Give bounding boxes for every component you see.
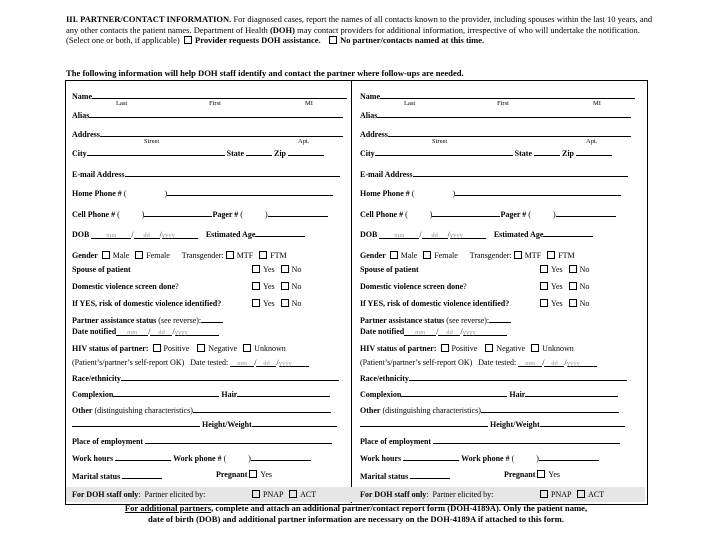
mtf-label: MTF (524, 251, 542, 260)
state-field[interactable] (534, 147, 560, 156)
other-label: Other (72, 406, 93, 415)
marital-field[interactable] (410, 470, 450, 479)
negative-label: Negative (208, 344, 238, 353)
mtf-checkbox[interactable] (226, 251, 234, 259)
est-age-field[interactable] (255, 228, 305, 237)
date-tested-label: Date tested: (478, 358, 517, 367)
yes-label: Yes (551, 265, 563, 274)
mm-hint: mm (415, 329, 426, 336)
hiv-status-label: HIV status of partner: (72, 344, 149, 353)
name-field[interactable] (92, 90, 347, 99)
dv-risk-label: If YES, risk of domestic violence identified? (72, 299, 222, 308)
dd-hint: dd (263, 360, 270, 367)
yes-label: Yes (551, 299, 563, 308)
address-label: Address (360, 130, 388, 139)
hair-field[interactable] (237, 388, 330, 397)
yes-label: Yes (263, 265, 275, 274)
address-label: Address (72, 130, 100, 139)
pregnant-label: Pregnant (504, 470, 536, 479)
pregnant-label: Pregnant (216, 470, 248, 479)
hiv-positive-checkbox[interactable] (441, 344, 449, 352)
dob-label: DOB (360, 230, 378, 239)
ftm-checkbox[interactable] (547, 251, 555, 259)
street-sublabel: Street (432, 138, 448, 145)
place-employment-field[interactable] (433, 435, 620, 444)
other-field[interactable] (481, 404, 619, 413)
gender-label: Gender (360, 251, 386, 260)
hair-field[interactable] (525, 388, 618, 397)
act-label: ACT (300, 490, 317, 499)
column-divider (351, 80, 352, 503)
dv-screen-label: Domestic violence screen done (72, 282, 176, 291)
zip-label: Zip (274, 149, 287, 158)
work-phone-field[interactable] (539, 452, 599, 461)
height-weight-field[interactable] (252, 418, 337, 427)
spouse-yes-checkbox[interactable] (540, 265, 548, 273)
self-report-note: (Patient’s/partner’s self-report OK) (360, 358, 473, 367)
other-field-2[interactable] (72, 418, 200, 427)
male-checkbox[interactable] (102, 251, 110, 259)
provider-requests-label: Provider requests DOH assistance. (195, 35, 321, 45)
ftm-checkbox[interactable] (259, 251, 267, 259)
apt-sublabel: Apt. (298, 138, 310, 145)
tested-mm-field[interactable] (230, 358, 254, 367)
pager-field[interactable] (268, 208, 328, 217)
height-weight-label: Height/Weight (202, 420, 252, 429)
act-checkbox[interactable] (289, 490, 297, 498)
email-field[interactable] (125, 168, 340, 177)
dv-yes-checkbox[interactable] (252, 282, 260, 290)
dd-hint: dd (431, 232, 438, 239)
pnap-checkbox[interactable] (252, 490, 260, 498)
unknown-label: Unknown (254, 344, 286, 353)
est-age-field[interactable] (543, 228, 593, 237)
yyyy-hint: yyyy (161, 232, 175, 239)
place-employment-field[interactable] (145, 435, 332, 444)
negative-label: Negative (496, 344, 526, 353)
alias-field[interactable] (89, 109, 343, 118)
yyyy-hint: yyyy (566, 360, 580, 367)
tested-mm-field[interactable] (518, 358, 542, 367)
pager-label: Pager # (212, 210, 239, 219)
marital-label: Marital status (360, 472, 409, 481)
yes-label: Yes (263, 282, 275, 291)
doh-staff-label: For DOH staff only (360, 490, 427, 499)
complexion-label: Complexion (72, 390, 114, 399)
work-phone-field[interactable] (251, 452, 311, 461)
distinguishing-note: (distinguishing characteristics) (94, 406, 193, 415)
yes-label: Yes (548, 470, 561, 479)
intro-text: For diagnosed cases, report the names of all contacts known to the provider, including spouses within the last 10 years, and any other contacts the patient names. Department of Health (66, 14, 653, 35)
footer-text-2: date of birth (DOB) and additional partner information are necessary on the DOH-4189A if attached to this form. (148, 513, 564, 524)
tested-dd-field[interactable] (256, 358, 276, 367)
female-label: Female (434, 251, 458, 260)
race-field[interactable] (121, 372, 339, 381)
complexion-field[interactable] (401, 388, 507, 397)
section-heading: III. PARTNER/CONTACT INFORMATION. (66, 14, 232, 24)
select-instruction: (Select one or both, if applicable) (66, 35, 180, 45)
subheading: The following information will help DOH staff identify and contact the partner where follow-ups are needed. (66, 68, 464, 78)
other-field-2[interactable] (360, 418, 488, 427)
yyyy-hint: yyyy (449, 232, 463, 239)
female-checkbox[interactable] (423, 251, 431, 259)
yyyy-hint: yyyy (174, 329, 188, 336)
mi-sublabel: MI (593, 100, 601, 107)
risk-yes-checkbox[interactable] (252, 299, 260, 307)
home-phone-field[interactable] (455, 187, 621, 196)
work-hours-field[interactable] (403, 452, 459, 461)
dv-yes-checkbox[interactable] (540, 282, 548, 290)
notified-mm-field[interactable] (116, 327, 148, 336)
work-hours-label: Work hours (360, 454, 402, 463)
female-label: Female (146, 251, 170, 260)
risk-yes-checkbox[interactable] (540, 299, 548, 307)
spouse-no-checkbox[interactable] (569, 265, 577, 273)
yyyy-hint: yyyy (462, 329, 476, 336)
state-field[interactable] (246, 147, 272, 156)
tested-yyyy-field[interactable] (279, 358, 309, 367)
address-field[interactable] (388, 128, 631, 137)
race-field[interactable] (409, 372, 627, 381)
doh-abbrev: (DOH) (269, 24, 295, 35)
other-field[interactable] (193, 404, 331, 413)
complexion-label: Complexion (360, 390, 402, 399)
dd-hint: dd (551, 360, 558, 367)
mm-hint: mm (127, 329, 138, 336)
height-weight-field[interactable] (540, 418, 625, 427)
race-label: Race/ethnicity (360, 374, 409, 383)
name-label: Name (72, 92, 92, 101)
pnap-label: PNAP (263, 490, 284, 499)
yes-label: Yes (263, 299, 275, 308)
ftm-label: FTM (558, 251, 575, 260)
place-employment-label: Place of employment (72, 437, 144, 446)
hair-label: Hair (509, 390, 526, 399)
mi-sublabel: MI (305, 100, 313, 107)
notified-yyyy-field[interactable] (463, 327, 507, 336)
no-partner-checkbox[interactable] (329, 36, 337, 44)
notified-dd-field[interactable] (150, 327, 172, 336)
work-hours-field[interactable] (115, 452, 171, 461)
complexion-field[interactable] (113, 388, 219, 397)
yyyy-hint: yyyy (278, 360, 292, 367)
mtf-label: MTF (236, 251, 254, 260)
dob-mm-field[interactable] (379, 230, 419, 239)
notified-dd-field[interactable] (438, 327, 460, 336)
no-label: No (291, 265, 302, 274)
yes-label: Yes (551, 282, 563, 291)
work-phone-label: Work phone # (461, 454, 510, 463)
mm-hint: mm (525, 360, 536, 367)
yes-label: Yes (260, 470, 273, 479)
footer-text-1: , complete and attach an additional partner/contact report form (DOH-4189A). Only the patient name, (211, 503, 588, 513)
no-label: No (291, 282, 302, 291)
provider-requests-checkbox[interactable] (184, 36, 192, 44)
no-label: No (579, 265, 590, 274)
pager-label: Pager # (500, 210, 527, 219)
cell-phone-label: Cell Phone # (360, 210, 404, 219)
act-checkbox[interactable] (577, 490, 585, 498)
pager-field[interactable] (556, 208, 616, 217)
home-phone-label: Home Phone # (360, 189, 410, 198)
tested-dd-field[interactable] (544, 358, 564, 367)
date-notified-label: Date notified (360, 327, 405, 336)
dd-hint: dd (158, 329, 165, 336)
dob-label: DOB (72, 230, 90, 239)
name-field[interactable] (380, 90, 635, 99)
partner-elicited-label: Partner elicited by: (432, 490, 494, 499)
hiv-unknown-checkbox[interactable] (531, 344, 539, 352)
no-partner-label: No partner/contacts named at this time. (340, 35, 485, 45)
spouse-no-checkbox[interactable] (281, 265, 289, 273)
first-sublabel: First (209, 100, 221, 107)
risk-no-checkbox[interactable] (281, 299, 289, 307)
spouse-label: Spouse of patient (72, 265, 131, 274)
male-checkbox[interactable] (390, 251, 398, 259)
date-notified-label: Date notified (72, 327, 117, 336)
hiv-negative-checkbox[interactable] (197, 344, 205, 352)
transgender-label: Transgender: (181, 251, 224, 260)
home-phone-label: Home Phone # (72, 189, 122, 198)
date-tested-label: Date tested: (190, 358, 229, 367)
notified-yyyy-field[interactable] (175, 327, 219, 336)
dob-mm-field[interactable] (91, 230, 131, 239)
see-reverse-note: (see reverse): (158, 316, 202, 325)
pnap-label: PNAP (551, 490, 572, 499)
no-label: No (579, 282, 590, 291)
self-report-note: (Patient’s/partner’s self-report OK) (72, 358, 185, 367)
notified-mm-field[interactable] (404, 327, 436, 336)
email-field[interactable] (413, 168, 628, 177)
email-label: E-mail Address (360, 170, 413, 179)
hiv-positive-checkbox[interactable] (153, 344, 161, 352)
hiv-status-label: HIV status of partner: (360, 344, 437, 353)
dv-q: ? (175, 282, 179, 291)
marital-field[interactable] (122, 470, 162, 479)
mm-hint: mm (106, 232, 117, 239)
cell-phone-field[interactable] (432, 208, 500, 217)
positive-label: Positive (451, 344, 478, 353)
alias-field[interactable] (377, 109, 631, 118)
see-reverse-note: (see reverse): (446, 316, 490, 325)
mtf-checkbox[interactable] (514, 251, 522, 259)
distinguishing-note: (distinguishing characteristics) (382, 406, 481, 415)
spouse-label: Spouse of patient (360, 265, 419, 274)
pregnant-yes-checkbox[interactable] (249, 470, 257, 478)
last-sublabel: Last (116, 100, 128, 107)
partner-elicited-label: Partner elicited by: (144, 490, 206, 499)
street-sublabel: Street (144, 138, 160, 145)
apt-sublabel: Apt. (586, 138, 598, 145)
dd-hint: dd (143, 232, 150, 239)
intro-text-2: may contact providers for additional information, irrespective of who will undertake the notification. (297, 24, 640, 35)
tested-yyyy-field[interactable] (567, 358, 597, 367)
mm-hint: mm (394, 232, 405, 239)
pregnant-yes-checkbox[interactable] (537, 470, 545, 478)
pa-status-field[interactable] (489, 314, 511, 323)
dv-q: ? (463, 282, 467, 291)
intro-paragraph (66, 14, 656, 46)
height-weight-label: Height/Weight (490, 420, 540, 429)
city-label: City (72, 149, 87, 158)
state-label: State (514, 149, 532, 158)
risk-no-checkbox[interactable] (569, 299, 577, 307)
ftm-label: FTM (270, 251, 287, 260)
zip-field[interactable] (288, 147, 324, 156)
dob-dd-field[interactable] (134, 230, 160, 239)
pa-status-label: Partner assistance status (360, 316, 445, 325)
transgender-label: Transgender: (469, 251, 512, 260)
pa-status-label: Partner assistance status (72, 316, 157, 325)
zip-label: Zip (562, 149, 575, 158)
last-sublabel: Last (404, 100, 416, 107)
dob-yyyy-field[interactable] (450, 230, 486, 239)
state-label: State (226, 149, 244, 158)
est-age-label: Estimated Age (493, 230, 544, 239)
email-label: E-mail Address (72, 170, 125, 179)
zip-field[interactable] (576, 147, 612, 156)
home-phone-field[interactable] (167, 187, 333, 196)
hair-label: Hair (221, 390, 238, 399)
dv-no-checkbox[interactable] (569, 282, 577, 290)
doh-staff-label: For DOH staff only (72, 490, 139, 499)
positive-label: Positive (163, 344, 190, 353)
pnap-checkbox[interactable] (540, 490, 548, 498)
address-field[interactable] (100, 128, 343, 137)
other-label: Other (360, 406, 381, 415)
gender-label: Gender (72, 251, 98, 260)
est-age-label: Estimated Age (205, 230, 256, 239)
first-sublabel: First (497, 100, 509, 107)
female-checkbox[interactable] (135, 251, 143, 259)
spouse-yes-checkbox[interactable] (252, 265, 260, 273)
city-label: City (360, 149, 375, 158)
alias-label: Alias (72, 111, 90, 120)
dob-yyyy-field[interactable] (162, 230, 198, 239)
city-field[interactable] (87, 147, 225, 156)
work-phone-label: Work phone # (173, 454, 222, 463)
hiv-unknown-checkbox[interactable] (243, 344, 251, 352)
no-label: No (291, 299, 302, 308)
city-field[interactable] (375, 147, 513, 156)
place-employment-label: Place of employment (360, 437, 432, 446)
dv-screen-label: Domestic violence screen done (360, 282, 464, 291)
cell-phone-field[interactable] (144, 208, 212, 217)
alias-label: Alias (360, 111, 378, 120)
race-label: Race/ethnicity (72, 374, 121, 383)
dv-risk-label: If YES, risk of domestic violence identified? (360, 299, 510, 308)
male-label: Male (112, 251, 130, 260)
name-label: Name (360, 92, 380, 101)
cell-phone-label: Cell Phone # (72, 210, 116, 219)
pa-status-field[interactable] (201, 314, 223, 323)
work-hours-label: Work hours (72, 454, 114, 463)
hiv-negative-checkbox[interactable] (485, 344, 493, 352)
dv-no-checkbox[interactable] (281, 282, 289, 290)
dob-dd-field[interactable] (422, 230, 448, 239)
additional-partners-link: For additional partners (124, 503, 212, 513)
act-label: ACT (588, 490, 605, 499)
unknown-label: Unknown (542, 344, 574, 353)
footer-note (66, 503, 646, 524)
marital-label: Marital status (72, 472, 121, 481)
male-label: Male (400, 251, 418, 260)
dd-hint: dd (446, 329, 453, 336)
mm-hint: mm (237, 360, 248, 367)
no-label: No (579, 299, 590, 308)
